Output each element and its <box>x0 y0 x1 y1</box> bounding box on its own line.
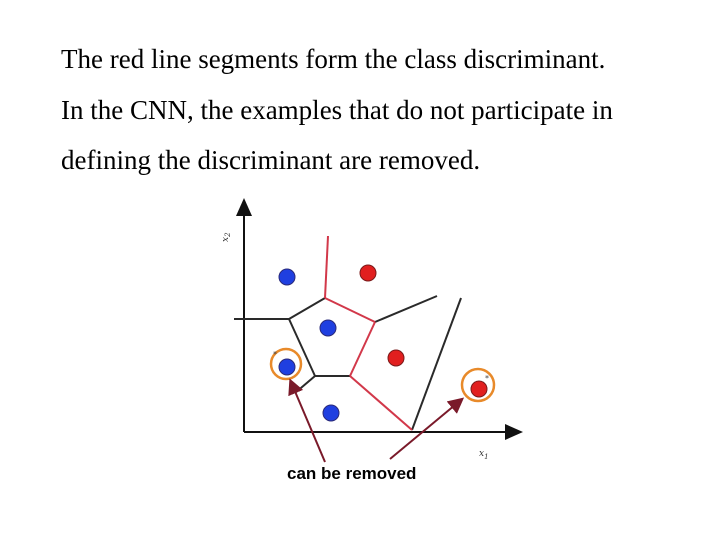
discriminant-segment <box>350 322 375 376</box>
y-axis-label: $x_2$ <box>221 232 232 242</box>
red-point <box>471 381 487 397</box>
boundary-segment <box>375 296 437 322</box>
red-class-points <box>360 265 487 397</box>
voronoi-boundaries <box>234 296 461 430</box>
star-marker: * <box>485 374 489 383</box>
boundary-segment <box>289 298 325 319</box>
star-marker: * <box>273 350 277 359</box>
blue-point <box>323 405 339 421</box>
red-point <box>388 350 404 366</box>
removal-caption: can be removed <box>287 464 417 483</box>
boundary-segment <box>295 376 315 393</box>
discriminant-segment <box>350 376 412 430</box>
discriminant-segment <box>325 298 375 322</box>
statement-line-3: defining the discriminant are removed. <box>61 145 481 175</box>
x-axis-label-subscript: 1 <box>484 453 489 461</box>
blue-point <box>279 359 295 375</box>
y-axis-label-subscript: 2 <box>224 232 232 237</box>
discriminant-segment <box>325 236 328 298</box>
boundary-segment <box>412 298 461 430</box>
red-point <box>360 265 376 281</box>
blue-class-points <box>279 269 339 421</box>
statement-line-1: The red line segments form the class discriminant. <box>61 44 606 74</box>
x-axis-label: $x_1$ <box>479 449 489 461</box>
blue-point <box>320 320 336 336</box>
arrow-to-blue-point <box>291 382 325 462</box>
blue-point <box>279 269 295 285</box>
statement-line-2: In the CNN, the examples that do not participate in <box>61 95 613 125</box>
removal-arrows <box>291 382 461 462</box>
arrow-to-red-point <box>390 400 461 459</box>
